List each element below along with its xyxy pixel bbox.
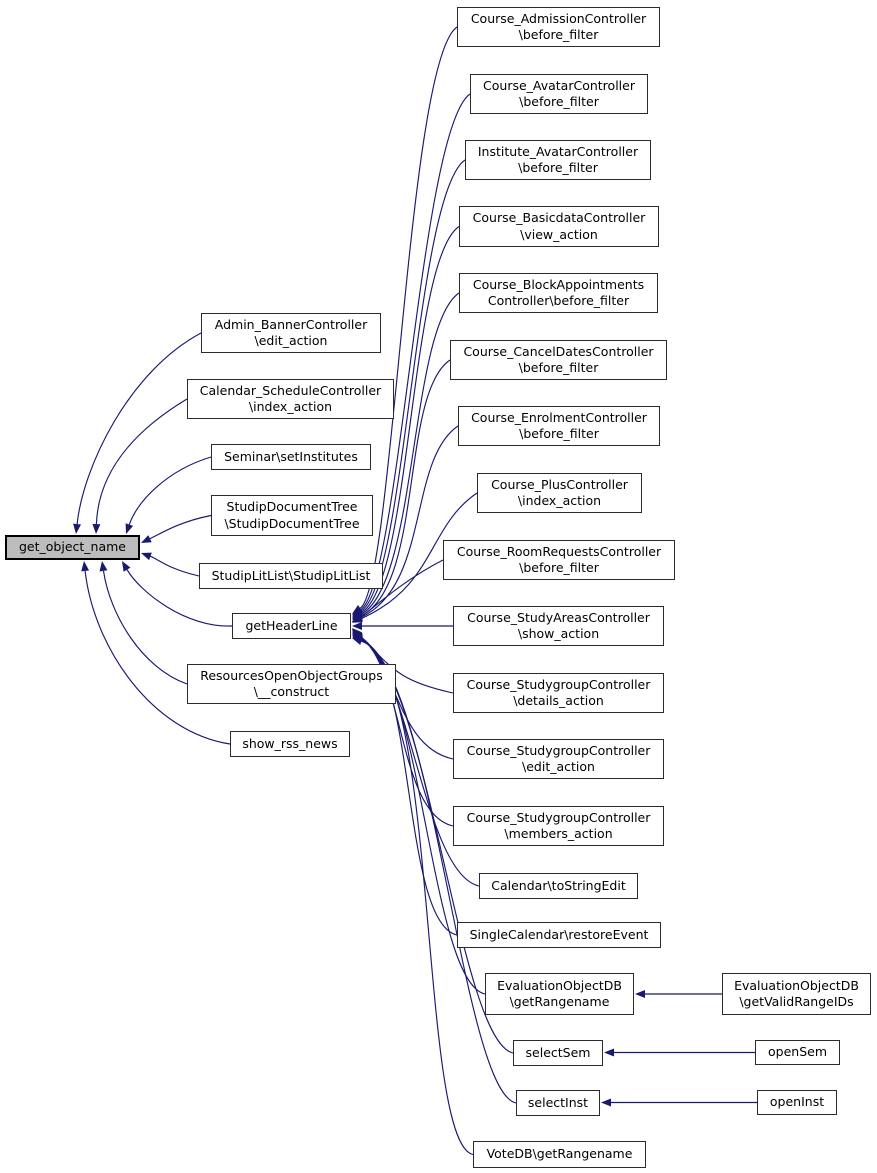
arrowhead-icon <box>100 561 108 572</box>
arrowhead-icon <box>141 553 152 561</box>
node-course_cancel_dates[interactable] <box>450 340 667 380</box>
arrowhead-icon <box>126 523 134 534</box>
node-resources_open_object_groups[interactable] <box>187 664 396 704</box>
node-evaluation_get_rangename[interactable] <box>485 973 634 1015</box>
node-label: Course_EnrolmentController <box>471 409 647 425</box>
node-label: \before_filter <box>519 94 599 109</box>
node-label: Course_BlockAppointments <box>472 276 645 292</box>
node-label: \show_action <box>517 626 600 641</box>
node-label: openInst <box>769 1094 825 1110</box>
node-course_studygroup_edit[interactable] <box>453 739 664 779</box>
node-label: openSem <box>768 1044 827 1060</box>
node-label: Course_StudygroupController <box>466 676 651 692</box>
edge-course_study_areas-to-get_header_line <box>352 622 453 630</box>
node-course_room_requests[interactable] <box>443 540 675 580</box>
arrowhead-icon <box>81 561 89 571</box>
node-course_enrolment[interactable] <box>458 406 660 446</box>
node-course_plus[interactable] <box>477 473 642 513</box>
node-evaluation_get_valid_range_ids[interactable] <box>722 973 871 1015</box>
edge-evaluation_get_valid_range_ids-to-evaluation_get_rangename <box>635 990 722 998</box>
node-label: Course_RoomRequestsController <box>456 543 662 559</box>
node-show_rss_news[interactable] <box>230 731 350 757</box>
arrowhead-icon <box>73 524 81 534</box>
node-label: Course_PlusController <box>491 476 628 492</box>
node-studip_lit_list[interactable] <box>199 563 383 589</box>
node-course_studygroup_details[interactable] <box>453 673 664 713</box>
node-label: \getValidRangeIDs <box>739 994 854 1009</box>
node-label: Course_StudyAreasController <box>467 609 650 625</box>
node-label: selectSem <box>525 1044 591 1060</box>
node-label: show_rss_news <box>242 735 338 751</box>
node-label: StudipLitList\StudipLitList <box>211 567 371 583</box>
node-label: Controller\before_filter <box>487 293 630 308</box>
edge-course_studygroup_members-to-get_header_line <box>352 631 453 827</box>
node-label: \edit_action <box>254 333 328 348</box>
node-label: \members_action <box>504 826 613 841</box>
node-label: \getRangename <box>509 994 610 1009</box>
edge-open_inst-to-select_inst <box>601 1099 757 1107</box>
edge-studip_lit_list-to-get_object_name <box>141 553 199 576</box>
node-get_object_name <box>5 535 140 560</box>
node-label: Institute_AvatarController <box>477 143 639 159</box>
node-select_sem[interactable] <box>513 1040 603 1066</box>
node-label: Course_BasicdataController <box>472 210 646 225</box>
node-institute_avatar[interactable] <box>465 140 651 180</box>
edge-seminar_set_institutes-to-get_object_name <box>126 457 211 534</box>
node-calendar_schedule[interactable] <box>187 379 394 419</box>
node-select_inst[interactable] <box>516 1090 600 1116</box>
node-course_admission[interactable] <box>457 7 660 47</box>
node-seminar_set_institutes[interactable] <box>211 444 371 470</box>
node-course_basicdata[interactable] <box>459 206 659 247</box>
node-label: EvaluationObjectDB <box>734 977 859 993</box>
node-label: Calendar_ScheduleController <box>199 382 382 398</box>
node-studip_document_tree[interactable] <box>211 495 373 536</box>
node-course_block_appointments[interactable] <box>459 273 658 313</box>
node-course_studygroup_members[interactable] <box>453 806 664 846</box>
arrowhead-icon <box>141 535 152 543</box>
arrowhead-icon <box>604 1049 614 1057</box>
edge-admin_banner-to-get_object_name <box>73 333 201 534</box>
node-label: \StudipDocumentTree <box>224 515 360 531</box>
arrowhead-icon <box>352 637 363 645</box>
node-label: \edit_action <box>522 759 595 774</box>
node-label: ResourcesOpenObjectGroups <box>200 667 383 683</box>
node-label: \before_filter <box>518 27 599 42</box>
node-admin_banner[interactable] <box>201 313 381 353</box>
edge-open_sem-to-select_sem <box>604 1049 755 1057</box>
arrowhead-icon <box>92 524 100 534</box>
node-label: \view_action <box>520 226 598 242</box>
node-label: Seminar\setInstitutes <box>224 448 358 464</box>
node-label: Course_StudygroupController <box>466 742 651 758</box>
edge-vote_db_get_rangename-to-get_header_line <box>352 637 473 1154</box>
node-label: selectInst <box>527 1094 589 1110</box>
arrowhead-icon <box>635 990 645 998</box>
node-calendar_to_string_edit[interactable] <box>479 873 638 899</box>
edge-studip_document_tree-to-get_object_name <box>141 516 211 544</box>
node-label: \before_filter <box>518 360 599 375</box>
edge-resources_open_object_groups-to-get_object_name <box>100 561 188 684</box>
node-single_calendar_restore_event[interactable] <box>457 922 661 948</box>
node-label: \details_action <box>513 693 604 708</box>
edge-calendar_schedule-to-get_object_name <box>92 399 187 534</box>
arrowhead-icon <box>601 1099 611 1107</box>
node-label: \before_filter <box>519 426 599 441</box>
node-label: \index_action <box>248 399 333 414</box>
node-vote_db_get_rangename[interactable] <box>473 1141 646 1168</box>
node-label: VoteDB\getRangename <box>486 1146 633 1162</box>
node-get_header_line[interactable] <box>232 613 351 639</box>
node-course_study_areas[interactable] <box>453 606 664 646</box>
node-label: Course_CancelDatesController <box>463 343 654 359</box>
node-label: Course_AdmissionController <box>470 10 647 26</box>
node-course_avatar[interactable] <box>470 74 648 114</box>
node-label: \__construct <box>253 684 330 699</box>
node-label: \before_filter <box>518 160 598 175</box>
node-label: get_object_name <box>19 539 126 555</box>
node-label: Calendar\toStringEdit <box>491 877 626 893</box>
node-label: \index_action <box>517 493 602 508</box>
node-label: StudipDocumentTree <box>226 499 358 514</box>
node-open_inst[interactable] <box>757 1090 837 1115</box>
node-label: SingleCalendar\restoreEvent <box>469 926 649 942</box>
node-label: getHeaderLine <box>245 617 338 633</box>
node-label: Course_StudygroupController <box>466 809 651 825</box>
node-label: Course_AvatarController <box>483 77 635 93</box>
node-label: \before_filter <box>519 560 599 575</box>
node-label: Admin_BannerController <box>214 316 368 332</box>
node-open_sem[interactable] <box>755 1040 840 1065</box>
arrowhead-icon <box>122 561 131 572</box>
node-label: EvaluationObjectDB <box>497 977 622 993</box>
